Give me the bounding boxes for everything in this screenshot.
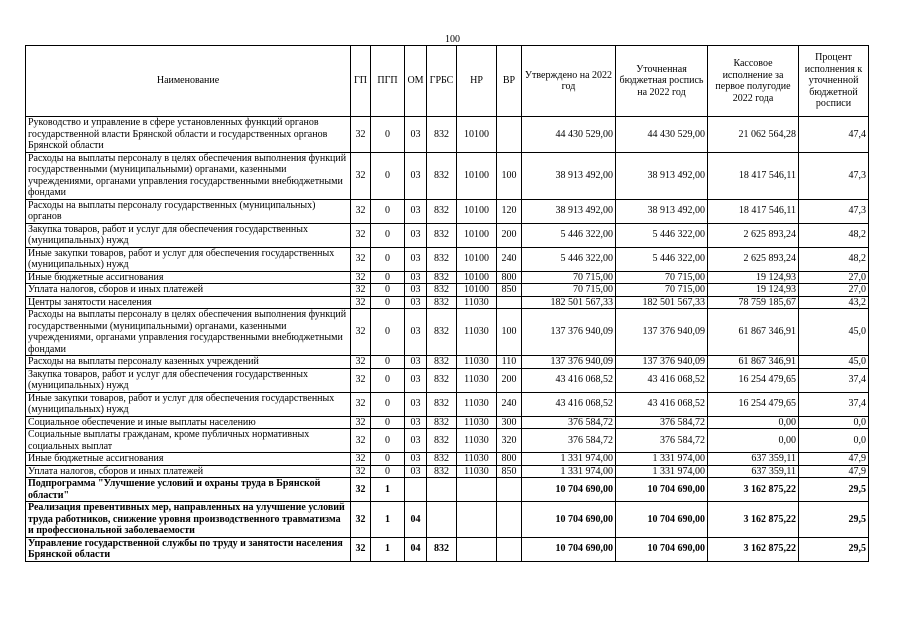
cell-gp: 32 (351, 223, 371, 247)
table-row (26, 152, 869, 199)
cell-percent: 47,9 (799, 465, 869, 478)
cell-cash: 0,00 (708, 416, 799, 429)
cell-om: 03 (405, 309, 427, 356)
cell-cash: 637 359,11 (708, 465, 799, 478)
table-row (26, 429, 869, 453)
cell-grbs: 832 (427, 416, 457, 429)
cell-gp: 32 (351, 309, 371, 356)
header-vr: ВР (497, 46, 522, 117)
cell-vr: 100 (497, 152, 522, 199)
cell-name: Иные закупки товаров, работ и услуг для обеспечения государственных (муниципальных) нужд (26, 392, 351, 416)
header-name: Наименование (26, 46, 351, 117)
cell-ppgp: 0 (371, 368, 405, 392)
cell-np: 11030 (457, 368, 497, 392)
cell-vr: 800 (497, 453, 522, 466)
table-row (26, 117, 869, 153)
cell-om: 03 (405, 368, 427, 392)
cell-approved: 44 430 529,00 (522, 117, 616, 153)
cell-refined: 376 584,72 (616, 429, 708, 453)
cell-cash: 3 162 875,22 (708, 502, 799, 538)
cell-ppgp: 0 (371, 429, 405, 453)
cell-refined: 5 446 322,00 (616, 223, 708, 247)
cell-vr: 240 (497, 392, 522, 416)
cell-cash: 19 124,93 (708, 284, 799, 297)
table-row (26, 465, 869, 478)
cell-name: Закупка товаров, работ и услуг для обеспечения государственных (муниципальных) нужд (26, 368, 351, 392)
cell-name: Реализация превентивных мер, направленных на улучшение условий труда работников, снижение уровня производственного травматизма и профессиональной заболеваемости (26, 502, 351, 538)
table-row (26, 271, 869, 284)
cell-np: 11030 (457, 356, 497, 369)
cell-om: 03 (405, 356, 427, 369)
cell-approved: 43 416 068,52 (522, 392, 616, 416)
cell-approved: 10 704 690,00 (522, 537, 616, 561)
cell-np: 11030 (457, 453, 497, 466)
table-row (26, 223, 869, 247)
table-body (26, 117, 869, 562)
header-om: ОМ (405, 46, 427, 117)
cell-ppgp: 0 (371, 247, 405, 271)
cell-gp: 32 (351, 296, 371, 309)
cell-om: 03 (405, 117, 427, 153)
cell-ppgp: 0 (371, 284, 405, 297)
cell-gp: 32 (351, 199, 371, 223)
cell-grbs: 832 (427, 453, 457, 466)
cell-gp: 32 (351, 429, 371, 453)
cell-percent: 47,3 (799, 199, 869, 223)
cell-grbs (427, 502, 457, 538)
cell-refined: 70 715,00 (616, 284, 708, 297)
cell-refined: 376 584,72 (616, 416, 708, 429)
cell-vr (497, 117, 522, 153)
cell-name: Уплата налогов, сборов и иных платежей (26, 465, 351, 478)
cell-grbs: 832 (427, 356, 457, 369)
cell-grbs: 832 (427, 247, 457, 271)
cell-ppgp: 1 (371, 478, 405, 502)
cell-gp: 32 (351, 392, 371, 416)
header-np: НР (457, 46, 497, 117)
cell-ppgp: 1 (371, 502, 405, 538)
cell-percent: 29,5 (799, 502, 869, 538)
cell-cash: 3 162 875,22 (708, 478, 799, 502)
cell-approved: 70 715,00 (522, 284, 616, 297)
table-row (26, 199, 869, 223)
cell-name: Иные бюджетные ассигнования (26, 271, 351, 284)
header-ppgp: ПГП (371, 46, 405, 117)
cell-approved: 5 446 322,00 (522, 247, 616, 271)
cell-cash: 2 625 893,24 (708, 223, 799, 247)
cell-ppgp: 0 (371, 223, 405, 247)
cell-vr: 850 (497, 284, 522, 297)
cell-grbs: 832 (427, 199, 457, 223)
cell-refined: 1 331 974,00 (616, 465, 708, 478)
cell-percent: 47,3 (799, 152, 869, 199)
cell-grbs: 832 (427, 537, 457, 561)
cell-gp: 32 (351, 453, 371, 466)
cell-np: 11030 (457, 465, 497, 478)
table-row (26, 416, 869, 429)
table-row (26, 356, 869, 369)
cell-percent: 27,0 (799, 271, 869, 284)
cell-gp: 32 (351, 416, 371, 429)
cell-approved: 182 501 567,33 (522, 296, 616, 309)
cell-vr: 110 (497, 356, 522, 369)
table-row (26, 368, 869, 392)
cell-om: 03 (405, 284, 427, 297)
cell-name: Уплата налогов, сборов и иных платежей (26, 284, 351, 297)
cell-name: Расходы на выплаты персоналу в целях обеспечения выполнения функций государственными (муниципальными) органами, казенными учреждениями, органами управления государственными внебюджетными фондами (26, 309, 351, 356)
cell-cash: 16 254 479,65 (708, 392, 799, 416)
table-row (26, 453, 869, 466)
cell-approved: 1 331 974,00 (522, 465, 616, 478)
cell-grbs: 832 (427, 392, 457, 416)
cell-percent: 37,4 (799, 368, 869, 392)
page-number: 100 (445, 34, 460, 45)
cell-np: 10100 (457, 152, 497, 199)
table-row (26, 502, 869, 538)
cell-np (457, 502, 497, 538)
header-cash: Кассовое исполнение за первое полугодие 2022 года (708, 46, 799, 117)
cell-grbs: 832 (427, 309, 457, 356)
cell-vr (497, 537, 522, 561)
cell-vr: 120 (497, 199, 522, 223)
cell-name: Закупка товаров, работ и услуг для обеспечения государственных (муниципальных) нужд (26, 223, 351, 247)
header-grbs: ГРБС (427, 46, 457, 117)
cell-gp: 32 (351, 478, 371, 502)
cell-cash: 2 625 893,24 (708, 247, 799, 271)
cell-percent: 43,2 (799, 296, 869, 309)
cell-refined: 10 704 690,00 (616, 478, 708, 502)
cell-percent: 48,2 (799, 247, 869, 271)
cell-np: 10100 (457, 117, 497, 153)
cell-om: 04 (405, 537, 427, 561)
cell-vr: 100 (497, 309, 522, 356)
cell-ppgp: 0 (371, 356, 405, 369)
cell-np (457, 537, 497, 561)
cell-cash: 61 867 346,91 (708, 309, 799, 356)
cell-gp: 32 (351, 368, 371, 392)
header-gp: ГП (351, 46, 371, 117)
cell-vr: 300 (497, 416, 522, 429)
cell-om: 03 (405, 416, 427, 429)
table-row (26, 296, 869, 309)
cell-ppgp: 0 (371, 416, 405, 429)
cell-grbs: 832 (427, 465, 457, 478)
cell-cash: 16 254 479,65 (708, 368, 799, 392)
cell-percent: 27,0 (799, 284, 869, 297)
cell-approved: 70 715,00 (522, 271, 616, 284)
cell-grbs: 832 (427, 117, 457, 153)
cell-percent: 47,4 (799, 117, 869, 153)
cell-grbs: 832 (427, 271, 457, 284)
table-row (26, 284, 869, 297)
cell-refined: 1 331 974,00 (616, 453, 708, 466)
cell-vr (497, 478, 522, 502)
cell-name: Иные закупки товаров, работ и услуг для обеспечения государственных (муниципальных) нужд (26, 247, 351, 271)
cell-refined: 44 430 529,00 (616, 117, 708, 153)
budget-table (25, 45, 869, 562)
cell-np: 10100 (457, 223, 497, 247)
cell-refined: 5 446 322,00 (616, 247, 708, 271)
table-row (26, 247, 869, 271)
cell-name: Руководство и управление в сфере установленных функций органов государственной власти Брянской области и государственных органов Брянской области (26, 117, 351, 153)
cell-ppgp: 0 (371, 271, 405, 284)
cell-percent: 45,0 (799, 309, 869, 356)
cell-grbs: 832 (427, 429, 457, 453)
cell-cash: 0,00 (708, 429, 799, 453)
cell-ppgp: 0 (371, 199, 405, 223)
cell-ppgp: 0 (371, 309, 405, 356)
table-row (26, 478, 869, 502)
cell-grbs: 832 (427, 296, 457, 309)
cell-percent: 37,4 (799, 392, 869, 416)
cell-name: Расходы на выплаты персоналу государственных (муниципальных) органов (26, 199, 351, 223)
cell-gp: 32 (351, 465, 371, 478)
cell-om: 03 (405, 465, 427, 478)
cell-gp: 32 (351, 356, 371, 369)
cell-percent: 29,5 (799, 478, 869, 502)
cell-name: Подпрограмма "Улучшение условий и охраны труда в Брянской области" (26, 478, 351, 502)
cell-np: 11030 (457, 416, 497, 429)
cell-cash: 61 867 346,91 (708, 356, 799, 369)
header-approved: Утверждено на 2022 год (522, 46, 616, 117)
cell-name: Управление государственной службы по труду и занятости населения Брянской области (26, 537, 351, 561)
cell-cash: 21 062 564,28 (708, 117, 799, 153)
cell-ppgp: 0 (371, 152, 405, 199)
cell-om: 03 (405, 271, 427, 284)
cell-cash: 3 162 875,22 (708, 537, 799, 561)
cell-approved: 38 913 492,00 (522, 199, 616, 223)
cell-refined: 70 715,00 (616, 271, 708, 284)
cell-approved: 376 584,72 (522, 429, 616, 453)
cell-np (457, 478, 497, 502)
cell-refined: 10 704 690,00 (616, 537, 708, 561)
cell-refined: 137 376 940,09 (616, 309, 708, 356)
cell-gp: 32 (351, 152, 371, 199)
cell-om (405, 478, 427, 502)
cell-cash: 637 359,11 (708, 453, 799, 466)
cell-percent: 47,9 (799, 453, 869, 466)
cell-cash: 19 124,93 (708, 271, 799, 284)
cell-name: Социальное обеспечение и иные выплаты населению (26, 416, 351, 429)
cell-approved: 137 376 940,09 (522, 356, 616, 369)
cell-approved: 10 704 690,00 (522, 502, 616, 538)
cell-refined: 38 913 492,00 (616, 152, 708, 199)
cell-percent: 0,0 (799, 416, 869, 429)
cell-om: 03 (405, 247, 427, 271)
cell-percent: 0,0 (799, 429, 869, 453)
cell-om: 03 (405, 223, 427, 247)
cell-refined: 43 416 068,52 (616, 392, 708, 416)
cell-ppgp: 0 (371, 465, 405, 478)
cell-percent: 45,0 (799, 356, 869, 369)
cell-grbs: 832 (427, 368, 457, 392)
table-row (26, 392, 869, 416)
cell-percent: 48,2 (799, 223, 869, 247)
cell-ppgp: 0 (371, 392, 405, 416)
cell-vr (497, 502, 522, 538)
cell-ppgp: 0 (371, 296, 405, 309)
cell-refined: 137 376 940,09 (616, 356, 708, 369)
cell-vr: 850 (497, 465, 522, 478)
cell-om: 03 (405, 429, 427, 453)
cell-om: 04 (405, 502, 427, 538)
cell-om: 03 (405, 296, 427, 309)
cell-refined: 10 704 690,00 (616, 502, 708, 538)
cell-gp: 32 (351, 502, 371, 538)
cell-approved: 376 584,72 (522, 416, 616, 429)
cell-approved: 137 376 940,09 (522, 309, 616, 356)
cell-gp: 32 (351, 271, 371, 284)
cell-name: Социальные выплаты гражданам, кроме публичных нормативных социальных выплат (26, 429, 351, 453)
cell-vr: 800 (497, 271, 522, 284)
cell-percent: 29,5 (799, 537, 869, 561)
cell-ppgp: 0 (371, 453, 405, 466)
cell-om: 03 (405, 392, 427, 416)
cell-ppgp: 1 (371, 537, 405, 561)
cell-name: Расходы на выплаты персоналу казенных учреждений (26, 356, 351, 369)
cell-vr: 200 (497, 368, 522, 392)
cell-vr (497, 296, 522, 309)
cell-np: 11030 (457, 392, 497, 416)
header-refined: Уточненная бюджетная роспись на 2022 год (616, 46, 708, 117)
cell-cash: 78 759 185,67 (708, 296, 799, 309)
cell-vr: 240 (497, 247, 522, 271)
cell-refined: 38 913 492,00 (616, 199, 708, 223)
cell-np: 10100 (457, 284, 497, 297)
cell-cash: 18 417 546,11 (708, 199, 799, 223)
cell-grbs: 832 (427, 152, 457, 199)
cell-approved: 38 913 492,00 (522, 152, 616, 199)
cell-grbs (427, 478, 457, 502)
cell-np: 10100 (457, 247, 497, 271)
table-header-row (26, 46, 869, 117)
cell-grbs: 832 (427, 223, 457, 247)
cell-name: Центры занятости населения (26, 296, 351, 309)
cell-np: 11030 (457, 429, 497, 453)
cell-name: Расходы на выплаты персоналу в целях обеспечения выполнения функций государственными (муниципальными) органами, казенными учреждениями, органами управления государственными внебюджетными фондами (26, 152, 351, 199)
cell-np: 11030 (457, 309, 497, 356)
cell-approved: 10 704 690,00 (522, 478, 616, 502)
cell-gp: 32 (351, 284, 371, 297)
header-percent: Процент исполнения к уточненной бюджетной росписи (799, 46, 869, 117)
cell-grbs: 832 (427, 284, 457, 297)
cell-cash: 18 417 546,11 (708, 152, 799, 199)
cell-ppgp: 0 (371, 117, 405, 153)
cell-np: 10100 (457, 271, 497, 284)
cell-refined: 182 501 567,33 (616, 296, 708, 309)
cell-approved: 1 331 974,00 (522, 453, 616, 466)
cell-om: 03 (405, 152, 427, 199)
cell-gp: 32 (351, 247, 371, 271)
cell-vr: 200 (497, 223, 522, 247)
cell-gp: 32 (351, 537, 371, 561)
cell-om: 03 (405, 199, 427, 223)
cell-gp: 32 (351, 117, 371, 153)
cell-vr: 320 (497, 429, 522, 453)
cell-np: 11030 (457, 296, 497, 309)
cell-name: Иные бюджетные ассигнования (26, 453, 351, 466)
table-row (26, 309, 869, 356)
cell-np: 10100 (457, 199, 497, 223)
table-row (26, 537, 869, 561)
cell-approved: 5 446 322,00 (522, 223, 616, 247)
cell-refined: 43 416 068,52 (616, 368, 708, 392)
cell-approved: 43 416 068,52 (522, 368, 616, 392)
cell-om: 03 (405, 453, 427, 466)
